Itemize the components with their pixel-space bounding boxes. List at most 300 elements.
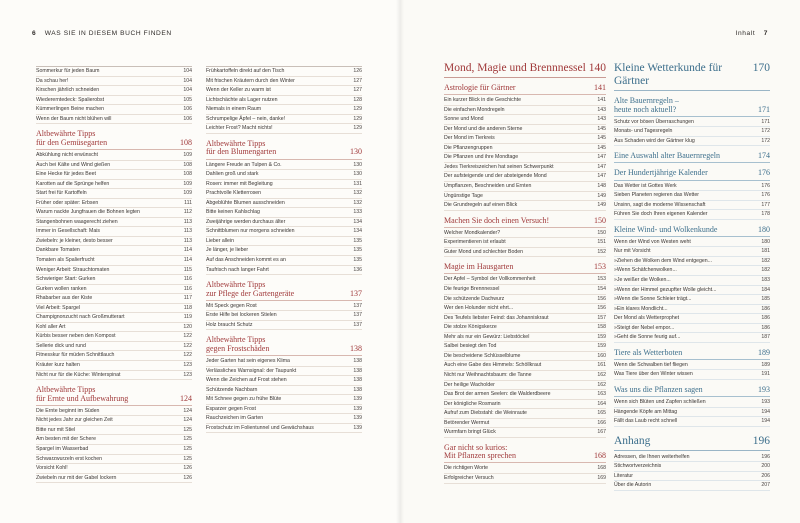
toc-entry-title: Wenn die Zeichen auf Frost stehen [206, 377, 287, 384]
toc-entry-title: Verlässliches Warnsignal: der Taupunkt [206, 367, 297, 374]
toc-entry-page: 141 [597, 97, 606, 104]
toc-entry-page: 125 [183, 426, 192, 433]
toc-entry [206, 386, 362, 396]
toc-entry [36, 180, 192, 190]
toc-entry-title: Die Grundregeln auf einen Blick [444, 202, 518, 209]
toc-entry-title: Da schau her! [36, 77, 69, 84]
toc-entry-title: Der Mond im Tierkreis [444, 135, 495, 142]
toc-entry-title: Viel Arbeit: Spargel [36, 304, 81, 311]
toc-entry-title: Frostschutz im Folientunnel und Gewächshaus [206, 424, 314, 431]
toc-entry [444, 153, 606, 163]
toc-entry-title: »Geht die Sonne feurig auf... [614, 334, 681, 341]
toc-entry [36, 285, 192, 295]
toc-section-heading [614, 169, 770, 180]
toc-entry-title: Früher oder später: Erbsen [36, 199, 99, 206]
toc-entry [206, 256, 362, 266]
toc-entry-page: 158 [597, 324, 606, 331]
toc-entry-page: 200 [761, 463, 770, 470]
toc-entry-page: 181 [761, 248, 770, 255]
toc-entry-title: Rhabarber aus der Kiste [36, 295, 93, 302]
toc-entry [614, 137, 770, 147]
toc-entry [36, 474, 192, 484]
toc-entry-title: Adressen, die Ihnen weiterhelfen [614, 453, 690, 460]
toc-entry [206, 376, 362, 386]
toc-entry-page: 207 [761, 482, 770, 489]
toc-entry [614, 305, 770, 315]
toc-entry-title: Weniger Arbeit: Strauchtomaten [36, 266, 110, 273]
toc-entry-page: 139 [353, 424, 362, 431]
toc-section-page: 196 [752, 434, 770, 447]
toc-entry-title: Nur mit Vorsicht [614, 248, 651, 255]
toc-entry-title: Die schützende Dachwurz [444, 295, 505, 302]
toc-section-title: Kleine Wetterkunde für Gärtner [614, 62, 723, 87]
toc-section-page: 171 [758, 104, 770, 114]
toc-column-2 [206, 66, 362, 433]
toc-entry [206, 405, 362, 415]
toc-entry-page: 116 [183, 276, 192, 283]
toc-entry [36, 416, 192, 426]
toc-entry-page: 135 [353, 256, 362, 263]
toc-entry-title: »Wenn der Himmel gezupfter Wolle gleicht... [614, 286, 717, 293]
toc-entry [36, 67, 192, 77]
toc-entry-page: 126 [353, 68, 362, 74]
toc-section-title: Altbewährte Tipps gegen Frostschäden [206, 335, 270, 353]
toc-entry-page: 117 [183, 295, 192, 302]
toc-entry [444, 182, 606, 192]
toc-entry-title: Nicht nur für die Küche: Winterspinat [36, 371, 121, 378]
toc-entry [444, 275, 606, 285]
toc-entry-title: Das Wetter ist Gottes Werk [614, 182, 677, 189]
toc-entry [36, 445, 192, 455]
toc-entry [444, 238, 606, 248]
toc-entry-title: Bitte keinen Kahlschlag [206, 209, 260, 216]
toc-entry-page: 143 [597, 106, 606, 113]
toc-entry-page: 149 [597, 202, 606, 209]
toc-entry-title: Leichter Frost? Macht nichts! [206, 125, 273, 132]
toc-entry-page: 159 [597, 343, 606, 350]
toc-entry-title: Kümmerlingen Beine machen [36, 106, 105, 113]
toc-entry-title: Prachtvolle Kletterrosen [206, 190, 262, 197]
toc-entry [614, 276, 770, 286]
toc-entry-title: Wenn der Wind von Westen weht [614, 238, 691, 245]
toc-entry-page: 119 [183, 314, 192, 321]
toc-entry-page: 160 [597, 352, 606, 359]
toc-entry-title: Experimentieren ist erlaubt [444, 239, 506, 246]
toc-section-heading [614, 349, 770, 360]
toc-section-title: Altbewährte Tipps für Ernte und Aufbewahrung [36, 385, 129, 403]
toc-entry [444, 464, 606, 474]
toc-entry [206, 266, 362, 276]
toc-entry [444, 192, 606, 202]
toc-entry-title: Welcher Mondkalender? [444, 229, 501, 236]
toc-entry-title: Fällt das Laub recht schnell [614, 418, 678, 425]
toc-entry-title: Warum nackte Jungfrauen die Bohnen legten [36, 209, 140, 216]
toc-section-title: Altbewährte Tipps zur Pflege der Gartengeräte [206, 280, 295, 298]
toc-entry [36, 115, 192, 125]
toc-entry-title: Zweijährige werden durchaus älter [206, 218, 286, 225]
toc-entry-title: Jedes Tierkreiszeichen hat seinen Schwerpunkt [444, 163, 554, 170]
toc-entry [444, 381, 606, 391]
toc-entry [614, 247, 770, 257]
toc-entry-list [206, 66, 362, 134]
toc-entry-page: 125 [183, 455, 192, 462]
toc-entry-page: 133 [353, 209, 362, 216]
toc-entry-page: 114 [183, 256, 192, 263]
toc-entry-title: Zwiebeln: je kleiner, desto besser [36, 237, 113, 244]
toc-entry-title: Wiedererntedeck: Spalierobst [36, 96, 105, 103]
toc-entry [614, 417, 770, 427]
toc-entry-page: 128 [353, 96, 362, 103]
toc-entry-title: Zwiebeln nur mit der Gabel lockern [36, 474, 117, 481]
toc-entry-page: 145 [597, 135, 606, 142]
toc-section-heading [614, 62, 770, 91]
right-page [400, 0, 800, 523]
toc-entry-page: 129 [353, 106, 362, 113]
toc-entry-title: Betörender Wermut [444, 419, 490, 426]
toc-entry-title: Karotten auf die Sprünge helfen [36, 180, 110, 187]
toc-column-3 [444, 62, 606, 484]
toc-entry [36, 342, 192, 352]
toc-entry [614, 370, 770, 380]
toc-entry [206, 199, 362, 209]
toc-entry-page: 182 [761, 257, 770, 264]
toc-entry-page: 182 [761, 267, 770, 274]
toc-entry [36, 199, 192, 209]
right-page-header [736, 30, 768, 37]
toc-entry [36, 275, 192, 285]
toc-entry-title: »Wenn die Sonne Schleier trägt... [614, 296, 692, 303]
toc-entry-page: 108 [183, 161, 192, 168]
toc-section-page: 137 [350, 288, 362, 298]
toc-entry-title: Kohl aller Art [36, 323, 66, 330]
toc-section-title: Machen Sie doch einen Versuch! [444, 215, 550, 225]
toc-section-title: Anhang [614, 434, 651, 447]
toc-entry-title: Monats- und Tagesregeln [614, 128, 673, 135]
toc-entry-title: Wenn der Keller zu warm ist [206, 87, 271, 94]
toc-entry-title: Die Pflanzen und ihre Mondtage [444, 154, 519, 161]
toc-entry-title: Wer den Holunder nicht ehrt... [444, 305, 514, 312]
toc-entry-list [36, 66, 192, 124]
toc-entry-page: 186 [761, 324, 770, 331]
toc-entry [206, 208, 362, 218]
toc-entry [444, 352, 606, 362]
toc-entry [206, 170, 362, 180]
toc-entry-page: 185 [761, 296, 770, 303]
toc-entry-page: 130 [353, 161, 362, 168]
toc-entry [614, 201, 770, 211]
toc-entry [444, 371, 606, 381]
toc-entry-page: 189 [761, 361, 770, 368]
toc-entry-page: 186 [761, 315, 770, 322]
toc-entry-page: 159 [597, 333, 606, 340]
toc-entry-page: 124 [183, 417, 192, 424]
toc-entry-title: Wenn die Schwalben tief fliegen [614, 361, 688, 368]
toc-entry [444, 361, 606, 371]
toc-entry-page: 148 [597, 183, 606, 190]
left-running-title: WAS SIE IN DIESEM BUCH FINDEN [44, 30, 172, 37]
toc-entry-title: Guter Mond und schlechter Boden [444, 248, 524, 255]
toc-section-title: Was uns die Pflanzen sagen [614, 385, 703, 394]
toc-entry-title: Schwieriger Start: Gurken [36, 276, 96, 283]
toc-section-heading [614, 97, 770, 117]
toc-entry-title: Tomaten als Spalierfrucht [36, 256, 95, 263]
toc-section-page: 153 [594, 262, 606, 272]
toc-entry-page: 150 [597, 229, 606, 236]
toc-entry-page: 154 [597, 286, 606, 293]
toc-section-heading [36, 130, 192, 150]
toc-entry-title: Sommerkur für jeden Baum [36, 68, 100, 74]
toc-entry-title: Der Apfel – Symbol der Vollkommenheit [444, 276, 536, 283]
toc-entry-page: 138 [353, 386, 362, 393]
toc-section-title: Der Hundertjährige Kalender [614, 168, 708, 178]
toc-entry [444, 125, 606, 135]
toc-section-heading [614, 226, 770, 237]
toc-entry-page: 167 [597, 429, 606, 436]
toc-entry-page: 123 [183, 362, 192, 368]
toc-entry-title: Die Ernte beginnt im Süden [36, 407, 100, 414]
toc-entry-title: Führen Sie doch Ihren eigenen Kalender [614, 211, 708, 218]
toc-section-page: 174 [758, 151, 770, 161]
toc-entry-page: 130 [353, 171, 362, 178]
toc-entry-title: Sonne und Mond [444, 116, 484, 123]
toc-entry-title: Wenn sich Blüten und Zapfen schließen [614, 399, 706, 406]
toc-section-page: 130 [350, 147, 362, 157]
toc-entry-title: Fitnesskur für müden Schnittlauch [36, 352, 115, 359]
toc-entry-page: 132 [353, 199, 362, 206]
toc-entry-title: Ungünstige Tage [444, 192, 483, 199]
toc-entry-page: 122 [183, 342, 192, 349]
toc-entry [444, 323, 606, 333]
toc-entry-page: 194 [761, 408, 770, 415]
toc-entry [36, 170, 192, 180]
toc-entry-title: Die feurige Brennnessel [444, 286, 500, 293]
toc-entry [206, 357, 362, 367]
toc-entry-title: Gurken wollen ranken [36, 285, 87, 292]
toc-entry-page: 139 [353, 405, 362, 412]
toc-entry-page: 111 [184, 199, 192, 206]
toc-entry-page: 145 [597, 144, 606, 151]
toc-entry-page: 183 [761, 276, 770, 283]
toc-entry-page: 169 [597, 475, 606, 482]
toc-section-title: Eine Auswahl alter Bauernregeln [614, 151, 720, 161]
toc-entry-page: 115 [183, 266, 192, 273]
toc-entry [206, 311, 362, 321]
toc-entry-page: 187 [761, 334, 770, 341]
toc-entry [614, 210, 770, 220]
toc-entry [614, 361, 770, 371]
toc-entry-title: Wenn der Baum nicht blühen will [36, 115, 112, 122]
toc-entry [614, 295, 770, 305]
toc-entry [36, 351, 192, 361]
toc-entry-title: Über die Autorin [614, 482, 652, 489]
toc-entry [36, 161, 192, 171]
toc-entry-title: Nicht jedes Jahr zur gleichen Zeit [36, 417, 113, 424]
toc-entry [444, 400, 606, 410]
toc-entry-page: 162 [597, 381, 606, 388]
toc-entry-title: Die Pflanzengruppen [444, 144, 493, 151]
left-page-number: 6 [32, 30, 37, 37]
toc-entry-title: Unsinn, sagt die moderne Wissenschaft [614, 201, 706, 208]
toc-entry [614, 182, 770, 192]
toc-entry-page: 122 [183, 333, 192, 340]
right-page-number: 7 [763, 30, 768, 37]
toc-entry-title: Start frei für Kartoffeln [36, 190, 87, 197]
toc-entry-title: »Ziehen die Wolken dem Wind entgegen... [614, 257, 712, 264]
toc-entry-title: Lieber allein [206, 237, 234, 244]
toc-entry-title: Schrumpelige Äpfel – nein, danke! [206, 115, 286, 122]
toc-section-page: 189 [758, 347, 770, 357]
toc-entry [444, 419, 606, 429]
toc-entry-title: Schnittblumen nur morgens schneiden [206, 228, 295, 235]
toc-entry-page: 109 [183, 151, 192, 158]
toc-entry-title: Die einfachen Mondregeln [444, 106, 505, 113]
toc-entry-title: Salbei besiegt den Tod [444, 343, 497, 350]
toc-entry-page: 124 [183, 407, 192, 414]
toc-entry [444, 428, 606, 438]
toc-entry-title: Bitte nur mit Stiel [36, 426, 76, 433]
toc-entry-page: 134 [353, 228, 362, 235]
toc-entry-title: Die richtigen Worte [444, 465, 489, 472]
toc-entry [36, 256, 192, 266]
toc-entry-title: Das Brot der armen Seelen: die Walderdbeere [444, 391, 551, 398]
toc-entry [206, 96, 362, 106]
toc-entry [206, 414, 362, 424]
toc-entry-page: 104 [183, 68, 192, 74]
toc-entry-title: Schützende Nachbarn [206, 386, 258, 393]
toc-section-page: 176 [758, 168, 770, 178]
toc-section-page: 170 [752, 62, 770, 74]
toc-entry-title: Wurmfarn bringt Glück [444, 429, 496, 436]
toc-entry [36, 304, 192, 314]
toc-entry-page: 129 [353, 115, 362, 122]
toc-section-page: 193 [758, 385, 770, 394]
toc-section-title: Magie im Hausgarten [444, 262, 514, 272]
toc-entry-title: Jeder Garten hat sein eigenes Klima [206, 358, 290, 365]
toc-entry [36, 407, 192, 417]
toc-entry-page: 108 [183, 171, 192, 178]
toc-entry-title: Hängende Köpfe am Mittag [614, 408, 678, 415]
toc-entry [36, 218, 192, 228]
toc-entry-title: Holz braucht Schutz [206, 321, 253, 328]
toc-entry-page: 164 [597, 400, 606, 407]
toc-section-page: 180 [758, 224, 770, 234]
toc-entry-page: 104 [183, 87, 192, 94]
toc-entry-page: 112 [183, 209, 192, 216]
toc-entry-page: 135 [353, 237, 362, 244]
toc-entry-title: Niemals in einem Raum [206, 106, 262, 113]
toc-entry-page: 131 [353, 180, 362, 187]
toc-entry-title: Ein kurzer Blick in die Geschichte [444, 97, 521, 104]
toc-entry-page: 191 [761, 371, 770, 378]
toc-section-page: 141 [594, 83, 606, 92]
toc-section-heading [614, 386, 770, 397]
toc-entry-page: 109 [183, 180, 192, 187]
toc-entry-title: Kirschen jährlich schneiden [36, 87, 100, 94]
toc-section-heading [614, 435, 770, 451]
toc-section-page: 140 [588, 62, 606, 74]
toc-entry [444, 474, 606, 484]
toc-entry [36, 464, 192, 474]
toc-entry-page: 136 [353, 266, 362, 273]
toc-entry-page: 163 [597, 391, 606, 398]
toc-section-page: 150 [594, 215, 606, 225]
toc-entry-page: 176 [761, 182, 770, 189]
toc-entry [444, 229, 606, 239]
toc-entry [444, 314, 606, 324]
toc-entry [206, 367, 362, 377]
toc-entry-page: 132 [353, 190, 362, 197]
toc-entry-page: 147 [597, 173, 606, 180]
toc-entry-title: Taufrisch nach langer Fahrt [206, 266, 269, 273]
toc-entry-title: Umpflanzen, Beschneiden und Ernten [444, 183, 532, 190]
toc-entry [206, 246, 362, 256]
toc-entry-title: Sellerie dick und rund [36, 342, 86, 349]
toc-entry [36, 227, 192, 237]
toc-entry-page: 184 [761, 286, 770, 293]
toc-column-1 [36, 66, 192, 483]
toc-entry-title: Längere Freude an Tulpen & Co. [206, 161, 282, 168]
toc-entry-page: 147 [597, 154, 606, 161]
toc-entry [444, 201, 606, 211]
toc-entry-page: 149 [597, 192, 606, 199]
toc-section-heading [206, 336, 362, 356]
toc-entry [614, 118, 770, 128]
toc-entry-page: 171 [761, 118, 770, 125]
toc-entry-page: 137 [353, 302, 362, 309]
toc-entry-page: 139 [353, 396, 362, 403]
toc-section-heading [206, 281, 362, 301]
toc-entry [444, 248, 606, 258]
toc-section-page: 168 [594, 451, 606, 461]
toc-entry [206, 67, 362, 77]
toc-entry-title: Auch eine Gabe des Himmels: Schöllkraut [444, 362, 542, 369]
toc-entry [444, 342, 606, 352]
toc-entry [444, 172, 606, 182]
toc-entry-page: 113 [183, 218, 192, 225]
toc-entry [206, 302, 362, 312]
toc-entry-title: Frühkartoffeln direkt auf den Tisch [206, 68, 285, 74]
toc-entry [36, 332, 192, 342]
toc-entry-title: Vorsicht Kohl! [36, 465, 68, 472]
toc-entry [444, 96, 606, 106]
toc-entry [614, 408, 770, 418]
toc-section-heading [444, 263, 606, 274]
toc-entry [36, 361, 192, 371]
toc-entry-title: Der Mond und die anderen Sterne [444, 125, 523, 132]
toc-entry-title: Der königliche Rosmarin [444, 400, 501, 407]
toc-entry [206, 115, 362, 125]
toc-entry [614, 481, 770, 491]
toc-entry [36, 313, 192, 323]
toc-entry-title: Eine Hecke für jedes Beet [36, 171, 96, 178]
toc-entry [614, 324, 770, 334]
toc-entry-page: 166 [597, 419, 606, 426]
toc-entry-page: 196 [761, 453, 770, 460]
toc-entry [444, 285, 606, 295]
toc-entry-page: 116 [183, 285, 192, 292]
toc-section-heading [444, 444, 606, 464]
toc-entry [206, 77, 362, 87]
toc-entry [444, 163, 606, 173]
toc-entry-page: 156 [597, 305, 606, 312]
toc-section-title: Alte Bauernregeln – heute noch aktuell? [614, 96, 679, 114]
toc-entry-page: 106 [183, 115, 192, 122]
toc-entry-page: 193 [761, 399, 770, 406]
toc-entry [36, 208, 192, 218]
toc-entry [206, 237, 362, 247]
toc-entry-page: 114 [183, 247, 192, 254]
toc-entry-title: Kräuter kurz halten [36, 362, 80, 368]
